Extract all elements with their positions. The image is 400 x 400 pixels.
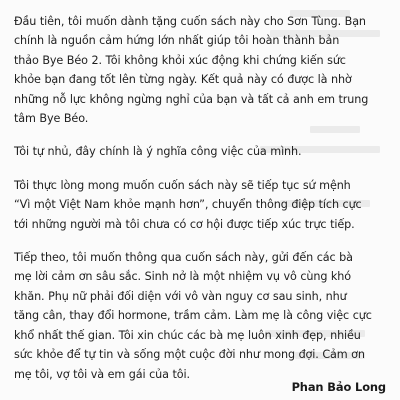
text-line: khỏe bạn đang tốt lên từng ngày. Kết quả này có được là nhờ xyxy=(14,73,352,87)
text-line: chính là nguồn cảm hứng lớn nhất giúp tôi hoàn thành bản xyxy=(14,34,340,48)
text-line: tăng cân, thay đổi hormone, trầm cảm. Làm mẹ là công việc cực xyxy=(14,309,372,323)
author-signature: Phan Bảo Long xyxy=(291,380,386,394)
text-line: thảo Bye Béo 2. Tôi không khỏi xúc động khi chứng kiến sức xyxy=(14,53,346,67)
text-line: khăn. Phụ nữ phải đối diện với vô vàn nguy cơ sau sinh, như xyxy=(14,289,347,303)
text-line: tâm Bye Béo. xyxy=(14,112,89,126)
text-line: những nỗ lực không ngừng nghỉ của bạn và tất cả anh em trung xyxy=(14,92,369,106)
text-line: Tôi thực lòng mong muốn cuốn sách này sẽ tiếp tục sứ mệnh xyxy=(14,178,351,192)
paragraph-1 xyxy=(14,12,392,128)
paragraph-3 xyxy=(14,176,392,234)
paragraph-4 xyxy=(14,248,392,384)
paragraph-2 xyxy=(14,142,392,161)
text-line: Đầu tiên, tôi muốn dành tặng cuốn sách này cho Sơn Tùng. Bạn xyxy=(14,15,366,28)
text-line: tới những người mà tôi chưa có cơ hội được tiếp xúc trực tiếp. xyxy=(14,217,355,231)
text-line: sức khỏe để tự tin và sống một cuộc đời như mong đợi. Cảm ơn xyxy=(14,348,365,362)
text-line: khổ nhất thế gian. Tôi xin chúc các bà mẹ luôn xinh đẹp, nhiều xyxy=(14,328,361,342)
text-line: Tôi tự nhủ, đây chính là ý nghĩa công việc của mình. xyxy=(14,145,302,159)
text-line: “Vì một Việt Nam khỏe mạnh hơn”, chuyển thông điệp tích cực xyxy=(14,198,362,212)
text-line: mẹ tôi, vợ tôi và em gái của tôi. xyxy=(14,367,190,381)
text-line: mẹ lời cảm ơn sâu sắc. Sinh nở là một nhiệm vụ vô cùng khó xyxy=(14,270,351,284)
text-line: Tiếp theo, tôi muốn thông qua cuốn sách này, gửi đến các bà xyxy=(14,251,353,265)
dedication-text xyxy=(14,12,392,398)
